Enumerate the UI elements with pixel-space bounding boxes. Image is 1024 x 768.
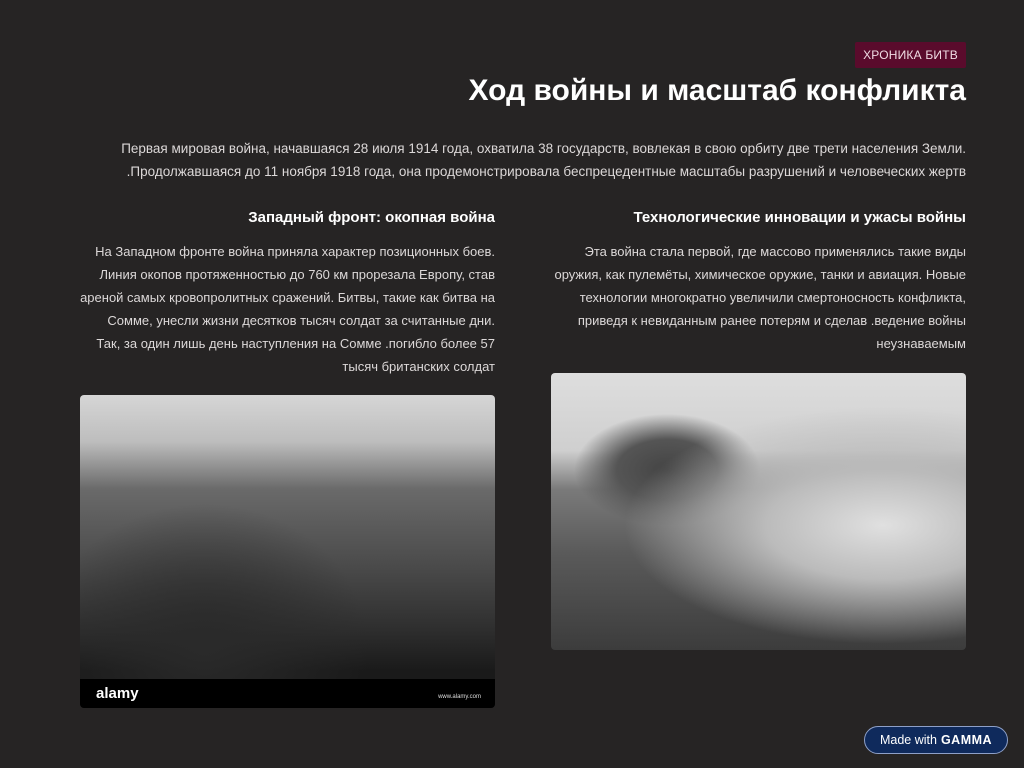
gamma-logo: GAMMA <box>940 733 993 747</box>
page-title: Ход войны и масштаб конфликта <box>468 74 966 107</box>
tech-text: Эта война стала первой, где массово применялись такие виды оружия, как пулемёты, химическое оружие, танки и авиация. Новые технологии многократно увеличили смертоносность конфликта, приведя к невиданным ранее потерям и сделав .ведение войны неузнаваемым <box>554 244 966 351</box>
western-front-heading: Западный фронт: окопная война <box>248 209 495 226</box>
alamy-site: www.alamy.com <box>438 694 481 700</box>
western-front-text: На Западном фронте война приняла характер позиционных боев. Линия окопов протяженностью до 760 км прорезала Европу, став ареной самых кровопролитных сражений. Битвы, такие как битва на Сомме, унесли жизни десятков тысяч солдат за считанные дни. Так, за один лишь день наступления на Сомме .погибло более 57 тысяч британских солдат <box>80 244 495 374</box>
tech-section <box>551 209 966 355</box>
alamy-logo: alamy <box>96 685 139 702</box>
photo-watermark-bar <box>80 679 495 708</box>
tech-heading: Технологические инновации и ужасы войны <box>633 209 966 226</box>
made-with-label: Made with <box>879 733 937 747</box>
tank-battlefield-photo <box>551 373 966 650</box>
made-with-gamma-button[interactable] <box>864 726 1008 754</box>
western-front-section <box>80 209 495 378</box>
intro-paragraph: Первая мировая война, начавшаяся 28 июля 1914 года, охватила 38 государств, вовлекая в свою орбиту две трети населения Земли. .Продолжавшаяся до 11 ноября 1918 года, она продемонстрировала беспрецедентные масштабы разрушений и человеческих жертв <box>121 141 966 179</box>
trench-soldiers-photo <box>80 395 495 708</box>
section-badge: ХРОНИКА БИТВ <box>855 42 966 68</box>
